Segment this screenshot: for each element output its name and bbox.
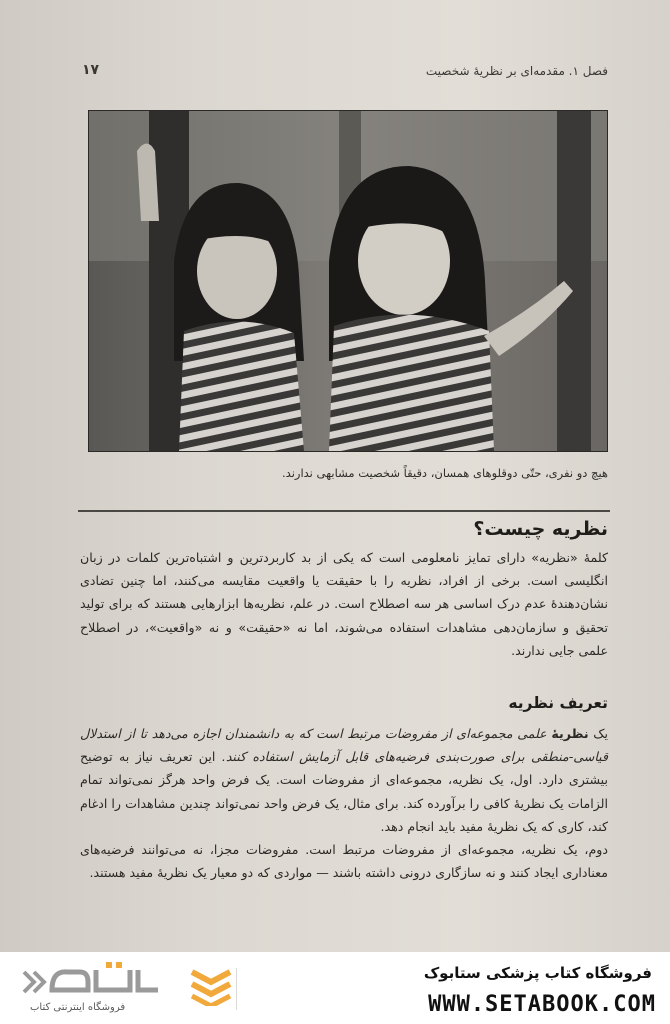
definition-paragraph [80,722,608,884]
twins-photo-illustration [89,111,607,451]
definition-text: علمی مجموعه‌ای از مفروضات مرتبط است که به دانشمندان اجازه می‌دهد تا از استدلال قیاسی-منطقی برای صورت‌بندی فرضیه‌های قابل آزمایش استفاده کنند. [80,726,609,765]
twins-photo [88,110,608,452]
store-footer [0,952,670,1024]
definition-lead: یک [588,726,609,741]
paragraph-text: کلمهٔ «نظریه» دارای تمایز نامعلومی است که یکی از بد کاربردترین و اشتباه‌ترین کلمات در زبان انگلیسی است. برخی از افراد، نظریه را با حقیقت یا واقعیت مقایسه می‌کنند، اما چنین تضادی نشان‌دهندهٔ عدم درک اساسی هر سه اصطلاح است. در علم، نظریه‌ها ابزارهایی هستند که برای تولید تحقیق و سازمان‌دهی مشاهدات استفاده می‌شوند، اما نه «حقیقت» و نه «واقعیت»، در اصطلاح علمی جایی ندارند. [80,550,608,658]
book-chevron-icon [188,962,234,1006]
brand-subtitle: فروشگاه اینترنتی کتاب [30,1002,126,1013]
figure-caption: هیچ دو نفری، حتّی دوقلوهای همسان، دقیقاً شخصیت مشابهی ندارند. [282,466,608,480]
definition-explanation: این تعریف نیاز به توضیح بیشتری دارد. اول، یک نظریه، مجموعه‌ای از مفروضات است. یک فرض واحد هرگز نمی‌تواند تمام الزامات یک نظریهٔ کافی را برآورده کند. برای مثال، یک فرض واحد نمی‌تواند چندین مشاهدات را ادغام کند، کاری که یک نظریهٔ مفید باید انجام دهد. [80,749,608,834]
definition-term: نظریهٔ [551,726,589,741]
store-name: فروشگاه کتاب پزشکی ستابوک [423,964,652,982]
page-number: ۱۷ [82,62,100,78]
section-divider [78,510,610,512]
chapter-title: فصل ۱. مقدمه‌ای بر نظریهٔ شخصیت [425,64,608,78]
setabook-logo-icon [18,962,178,1006]
subsection-heading: تعریف نظریه [508,694,608,712]
section-heading: نظریه چیست؟ [473,518,608,540]
running-head [82,60,608,84]
second-point-paragraph: دوم، یک نظریه، مجموعه‌ای از مفروضات مرتبط است. مفروضات مجزا، نه می‌توانند فرضیه‌های معناداری ایجاد کنند و نه سازگاری درونی داشته باشند — مواردی که دو معیار یک نظریهٔ مفید هستند. [80,842,608,881]
section-paragraph [80,546,608,662]
footer-divider [236,968,237,1010]
store-url-link[interactable]: WWW.SETABOOK.COM [428,992,656,1017]
